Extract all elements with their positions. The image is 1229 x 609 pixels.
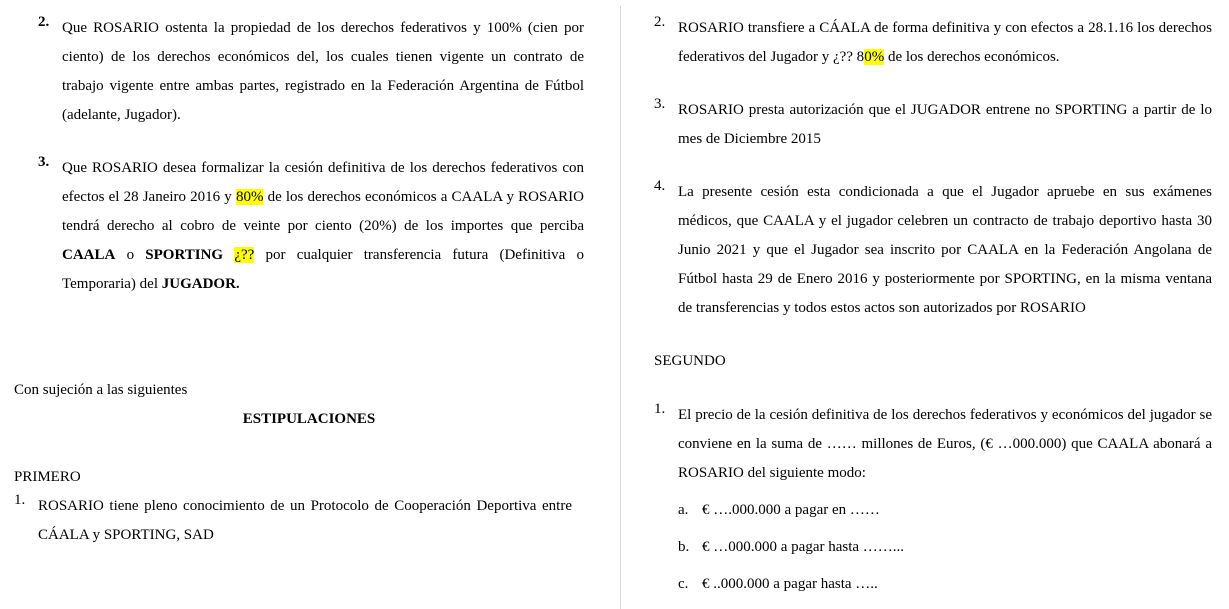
bold-caala: CAALA: [62, 247, 116, 263]
clause-number: 3.: [38, 154, 50, 170]
left-clause-3: [38, 154, 584, 299]
sub-letter: c.: [678, 576, 689, 592]
text-run: de los derechos económicos.: [884, 49, 1060, 65]
clause-number: 1.: [14, 492, 26, 508]
payment-c: [678, 570, 878, 599]
clause-number: 4.: [654, 178, 666, 194]
clause-number: 1.: [654, 401, 666, 417]
text-run: por cualquier transferencia futura (Definitiva o Temporaria) del: [62, 247, 584, 292]
right-clause-2: [654, 14, 1212, 72]
text-run: o: [115, 247, 146, 263]
column-divider: [620, 6, 621, 609]
first-clause-1: [14, 492, 572, 550]
sub-letter: a.: [678, 502, 689, 518]
highlight-0-percent: 0%: [864, 49, 885, 65]
clause-number: 3.: [654, 96, 666, 112]
subject-line: Con sujeción a las siguientes: [14, 382, 188, 398]
payment-a: [678, 496, 880, 525]
clause-text: ROSARIO tiene pleno conocimiento de un Protocolo de Cooperación Deportiva entre CÁALA y SPORTING, SAD: [38, 498, 572, 543]
clause-text: La presente cesión esta condicionada a que el Jugador apruebe en sus exámenes médicos, que CAALA y el jugador celebren un contracto de trabajo deportivo hasta 30 Junio 2021 y que el Jugador sea inscrito por CAALA en la Federación Angolana de Fútbol hasta 29 de Enero 2016 y posteriormente por SPORTING, en la misma ventana de transferencias y todos estos actos son autorizados por ROSARIO: [678, 184, 1212, 316]
payment-b: [678, 533, 904, 562]
right-clause-3: [654, 96, 1212, 154]
bold-jugador: JUGADOR.: [161, 276, 240, 292]
sub-text: € …000.000 a pagar hasta ……...: [702, 539, 905, 555]
clause-text: Que ROSARIO ostenta la propiedad de los derechos federativos y 100% (cien por ciento) de los derechos económicos del, los cuales tienen vigente un contrato de trabajo vigente entre ambas partes, registrado en la Federación Argentina de Fútbol (adelante, Jugador).: [62, 20, 584, 123]
text-run: Que ROSARIO desea formalizar la cesión definitiva de los derechos federativos con efectos el 28 Janeiro 2016 y: [62, 160, 584, 205]
text-run: de los derechos económicos a CAALA y ROSARIO tendrá derecho al cobro de veinte por ciento (20%) de los importes que perciba: [62, 189, 584, 234]
clause-text: ROSARIO presta autorización que el JUGADOR entrene no SPORTING a partir de lo mes de Diciembre 2015: [678, 102, 1212, 147]
highlight-question: ¿??: [234, 247, 255, 263]
sub-letter: b.: [678, 539, 690, 555]
clause-text: [678, 14, 1212, 72]
clause-text: El precio de la cesión definitiva de los derechos federativos y económicos del jugador se conviene en la suma de …… millones de Euros, (€ …000.000) que CAALA abonará a ROSARIO del siguiente modo:: [678, 407, 1212, 481]
text-run: ROSARIO transfiere a CÁALA de forma definitiva y con efectos a 28.1.16 los derechos federativos del Jugador y ¿?? 8: [678, 20, 1212, 65]
sub-text: € ….000.000 a pagar en ……: [702, 502, 880, 518]
stipulations-title: ESTIPULACIONES: [242, 411, 376, 427]
clause-number: 2.: [654, 14, 666, 30]
right-clause-4: [654, 178, 1212, 323]
second-clause-1: [654, 401, 1212, 488]
clause-text: [62, 154, 584, 299]
second-heading: SEGUNDO: [654, 353, 726, 369]
sub-text: € ..000.000 a pagar hasta …..: [702, 576, 878, 592]
clause-number: 2.: [38, 14, 50, 30]
text-run: [223, 247, 234, 263]
first-heading: PRIMERO: [14, 469, 81, 485]
highlight-80-percent: 80%: [235, 189, 264, 205]
left-clause-2: [38, 14, 584, 130]
bold-sporting: SPORTING: [145, 247, 224, 263]
